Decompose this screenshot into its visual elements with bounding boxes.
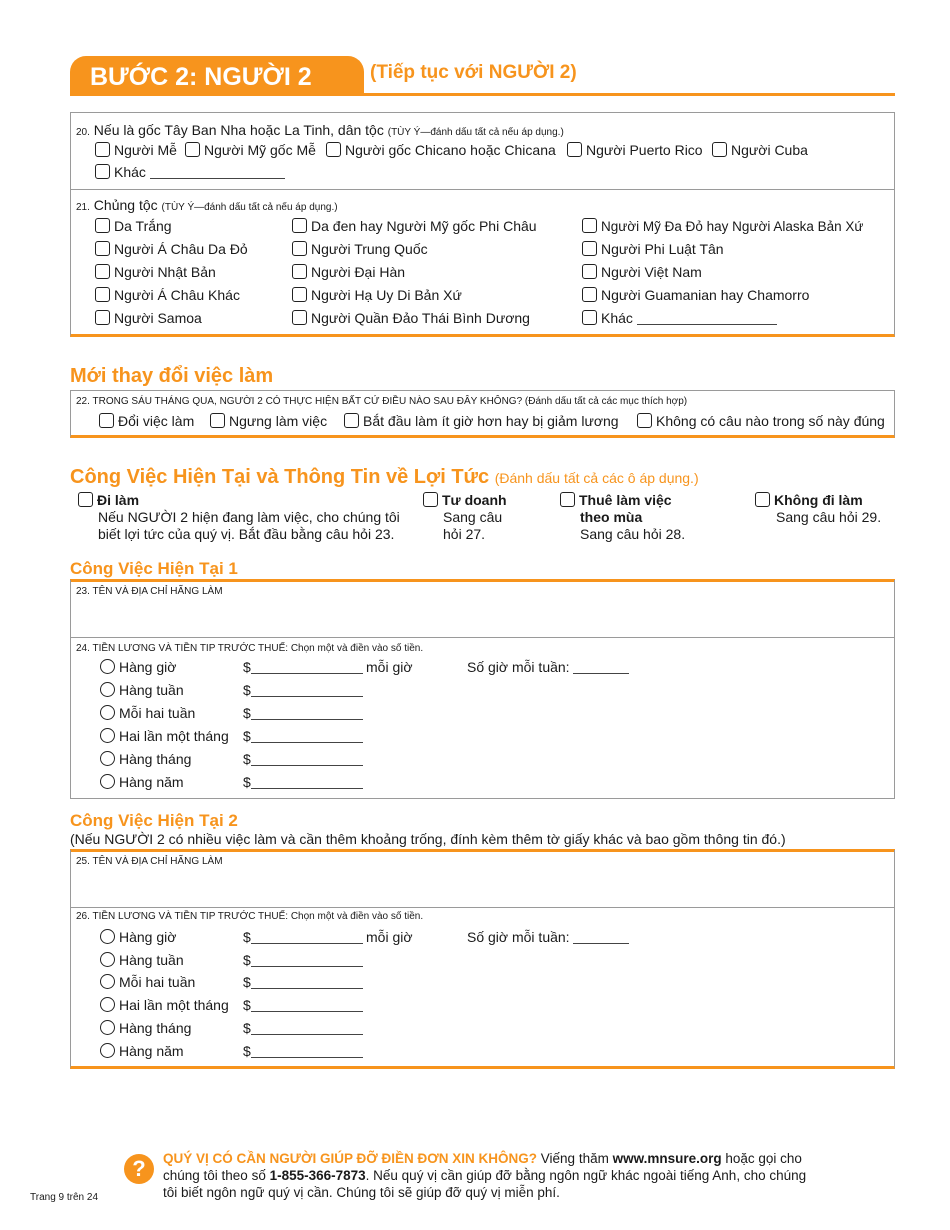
checkbox[interactable]	[712, 142, 727, 157]
job-change-title: Mới thay đổi việc làm	[70, 365, 274, 387]
amount-field[interactable]: $	[243, 682, 363, 698]
q21-other[interactable]: Khác	[582, 310, 777, 326]
other-text-field[interactable]	[150, 178, 285, 179]
q25-label: 25. TÊN VÀ ĐỊA CHỈ HÃNG LÀM	[76, 856, 223, 867]
working-desc: Nếu NGƯỜI 2 hiện đang làm việc, cho chúng tôi	[98, 509, 400, 525]
amount-field[interactable]: $	[243, 929, 363, 945]
checkbox[interactable]	[344, 413, 359, 428]
job2-box	[70, 850, 895, 1069]
pay-period-option[interactable]: Hàng tháng	[100, 1020, 191, 1036]
q20-option[interactable]: Người Mỹ gốc Mễ	[185, 142, 316, 158]
checkbox[interactable]	[95, 264, 110, 279]
checkbox[interactable]	[326, 142, 341, 157]
pay-period-option[interactable]: Hàng giờ	[100, 659, 176, 675]
amount-field[interactable]: $	[243, 728, 363, 744]
pay-period-option[interactable]: Hàng tuần	[100, 952, 184, 968]
q21-option[interactable]: Người Phi Luật Tân	[582, 241, 724, 257]
divider	[71, 189, 894, 190]
q22-option[interactable]: Bắt đầu làm ít giờ hơn hay bị giảm lương	[344, 413, 619, 429]
q21-option[interactable]: Người Samoa	[95, 310, 202, 326]
help-text-line2: chúng tôi theo số 1-855-366-7873. Nếu quý vị cần giúp đỡ bằng ngôn ngữ khác ngoài tiếng Anh, cho chúng	[163, 1168, 807, 1183]
current-jobs-title: Công Việc Hiện Tại và Thông Tin về Lợi Tức (Đánh dấu tất cả các ô áp dụng.)	[70, 466, 699, 488]
q20-option[interactable]: Người Cuba	[712, 142, 808, 158]
q21-option[interactable]: Người Á Châu Da Đỏ	[95, 241, 248, 257]
header-rule	[70, 93, 895, 96]
pay-period-option[interactable]: Hai lần một tháng	[100, 997, 229, 1013]
radio[interactable]	[100, 952, 115, 967]
amount-field[interactable]: $	[243, 974, 363, 990]
radio[interactable]	[100, 728, 115, 743]
q21-option[interactable]: Người Đại Hàn	[292, 264, 405, 280]
radio[interactable]	[100, 1020, 115, 1035]
not-working-option[interactable]: Không đi làm	[755, 492, 863, 508]
divider	[71, 907, 894, 908]
checkbox[interactable]	[99, 413, 114, 428]
pay-period-option[interactable]: Mỗi hai tuần	[100, 705, 195, 721]
step-subtitle: (Tiếp tục với NGƯỜI 2)	[370, 62, 577, 83]
per-hour-label: mỗi giờ	[366, 929, 413, 945]
checkbox[interactable]	[95, 310, 110, 325]
q23-label: 23. TÊN VÀ ĐỊA CHỈ HÃNG LÀM	[76, 586, 223, 597]
radio[interactable]	[100, 751, 115, 766]
q21-option[interactable]: Da Trắng	[95, 218, 172, 234]
checkbox[interactable]	[582, 287, 597, 302]
job1-title: Công Việc Hiện Tại 1	[70, 559, 238, 578]
checkbox[interactable]	[95, 218, 110, 233]
help-text-line3: tôi biết ngôn ngữ quý vị cần. Chúng tôi sẽ giúp đỡ quý vị miễn phí.	[163, 1185, 560, 1200]
self-employed-option[interactable]: Tư doanh	[423, 492, 507, 508]
radio[interactable]	[100, 929, 115, 944]
hours-week-field[interactable]: Số giờ mỗi tuần:	[467, 929, 629, 945]
seasonal-option[interactable]: Thuê làm việc	[560, 492, 672, 508]
q21-option[interactable]: Người Quần Đảo Thái Bình Dương	[292, 310, 530, 326]
checkbox[interactable]	[95, 142, 110, 157]
job2-note: (Nếu NGƯỜI 2 có nhiều việc làm và cần thêm khoảng trống, đính kèm thêm tờ giấy khác và bao gồm thông tin đó.)	[70, 831, 786, 847]
working-option[interactable]: Đi làm	[78, 492, 139, 508]
checkbox[interactable]	[292, 218, 307, 233]
q20-other[interactable]: Khác	[95, 164, 285, 180]
amount-field[interactable]: $	[243, 705, 363, 721]
q21-option[interactable]: Người Guamanian hay Chamorro	[582, 287, 809, 303]
ethnicity-race-box	[70, 112, 895, 337]
q22-option[interactable]: Đổi việc làm	[99, 413, 194, 429]
checkbox[interactable]	[95, 164, 110, 179]
pay-period-option[interactable]: Hàng năm	[100, 1043, 184, 1059]
q21-option[interactable]: Người Hạ Uy Di Bản Xứ	[292, 287, 462, 303]
checkbox[interactable]	[423, 492, 438, 507]
radio[interactable]	[100, 705, 115, 720]
step-title: BƯỚC 2: NGƯỜI 2	[70, 56, 364, 96]
checkbox[interactable]	[567, 142, 582, 157]
page-number: Trang 9 trên 24	[30, 1192, 99, 1203]
seasonal-desc: Sang câu hỏi 28.	[580, 526, 686, 542]
q21-option[interactable]: Người Trung Quốc	[292, 241, 428, 257]
amount-field[interactable]: $	[243, 1020, 363, 1036]
checkbox[interactable]	[95, 241, 110, 256]
checkbox[interactable]	[637, 413, 652, 428]
help-icon: ?	[124, 1154, 154, 1184]
pay-period-option[interactable]: Hàng tháng	[100, 751, 191, 767]
amount-field[interactable]: $	[243, 952, 363, 968]
checkbox[interactable]	[755, 492, 770, 507]
q22-label: 22. TRONG SÁU THÁNG QUA, NGƯỜI 2 CÓ THỰC HIỆN BẤT CỨ ĐIỀU NÀO SAU ĐÂY KHÔNG? (Đánh dấu tất cả các mục thích hợp)	[76, 396, 688, 407]
self-employed-desc: Sang câu	[443, 509, 503, 525]
radio[interactable]	[100, 997, 115, 1012]
help-text-line1: QUÝ VỊ CÓ CẦN NGƯỜI GIÚP ĐỠ ĐIỀN ĐƠN XIN KHÔNG? Viếng thăm www.mnsure.org hoặc gọi cho	[163, 1151, 802, 1166]
q21-option[interactable]: Người Á Châu Khác	[95, 287, 240, 303]
q22-option[interactable]: Không có câu nào trong số này đúng	[637, 413, 885, 429]
q22-option[interactable]: Ngưng làm việc	[210, 413, 327, 429]
checkbox[interactable]	[292, 287, 307, 302]
radio[interactable]	[100, 659, 115, 674]
pay-period-option[interactable]: Hàng giờ	[100, 929, 176, 945]
radio[interactable]	[100, 774, 115, 789]
per-hour-label: mỗi giờ	[366, 659, 413, 675]
amount-field[interactable]: $	[243, 1043, 363, 1059]
checkbox[interactable]	[210, 413, 225, 428]
checkbox[interactable]	[582, 218, 597, 233]
radio[interactable]	[100, 682, 115, 697]
amount-field[interactable]: $	[243, 751, 363, 767]
self-employed-desc: hỏi 27.	[443, 526, 486, 542]
website-link[interactable]: www.mnsure.org	[612, 1151, 722, 1166]
job2-title: Công Việc Hiện Tại 2	[70, 811, 238, 830]
pay-period-option[interactable]: Hàng tuần	[100, 682, 184, 698]
other-text-field[interactable]	[637, 324, 777, 325]
q22-box	[70, 390, 895, 438]
q21-label: 21. Chủng tộc (TÙY Ý—đánh dấu tất cả nếu áp dụng.)	[76, 197, 338, 213]
checkbox[interactable]	[292, 310, 307, 325]
amount-field[interactable]: $	[243, 659, 363, 675]
radio[interactable]	[100, 974, 115, 989]
q20-option[interactable]: Người gốc Chicano hoặc Chicana	[326, 142, 556, 158]
checkbox[interactable]	[582, 310, 597, 325]
pay-period-option[interactable]: Hàng năm	[100, 774, 184, 790]
checkbox[interactable]	[95, 287, 110, 302]
checkbox[interactable]	[582, 241, 597, 256]
q20-label: 20. Nếu là gốc Tây Ban Nha hoặc La Tinh, dân tộc (TÙY Ý—đánh dấu tất cả nếu áp dụng.)	[76, 122, 564, 138]
pay-period-option[interactable]: Hai lần một tháng	[100, 728, 229, 744]
pay-period-option[interactable]: Mỗi hai tuần	[100, 974, 195, 990]
q26-label: 26. TIỀN LƯƠNG VÀ TIỀN TIP TRƯỚC THUẾ: Chọn một và điền vào số tiền.	[76, 911, 424, 922]
checkbox[interactable]	[292, 264, 307, 279]
q21-option[interactable]: Người Việt Nam	[582, 264, 702, 280]
checkbox[interactable]	[582, 264, 597, 279]
working-desc: biết lợi tức của quý vị. Bắt đầu bằng câu hỏi 23.	[98, 526, 395, 542]
divider	[71, 637, 894, 638]
q20-option[interactable]: Người Mễ	[95, 142, 177, 158]
not-working-desc: Sang câu hỏi 29.	[776, 509, 882, 525]
amount-field[interactable]: $	[243, 774, 363, 790]
radio[interactable]	[100, 1043, 115, 1058]
amount-field[interactable]: $	[243, 997, 363, 1013]
checkbox[interactable]	[78, 492, 93, 507]
q20-option[interactable]: Người Puerto Rico	[567, 142, 703, 158]
checkbox[interactable]	[292, 241, 307, 256]
phone-number[interactable]: 1-855-366-7873	[269, 1168, 366, 1183]
checkbox[interactable]	[560, 492, 575, 507]
q21-option[interactable]: Người Mỹ Đa Đỏ hay Người Alaska Bản Xứ	[582, 218, 863, 234]
checkbox[interactable]	[185, 142, 200, 157]
q24-label: 24. TIỀN LƯƠNG VÀ TIỀN TIP TRƯỚC THUẾ: Chọn một và điền vào số tiền.	[76, 643, 424, 654]
q21-option[interactable]: Da đen hay Người Mỹ gốc Phi Châu	[292, 218, 537, 234]
hours-week-field[interactable]: Số giờ mỗi tuần:	[467, 659, 629, 675]
q21-option[interactable]: Người Nhật Bản	[95, 264, 216, 280]
seasonal-label: theo mùa	[580, 509, 643, 525]
job1-box	[70, 580, 895, 799]
